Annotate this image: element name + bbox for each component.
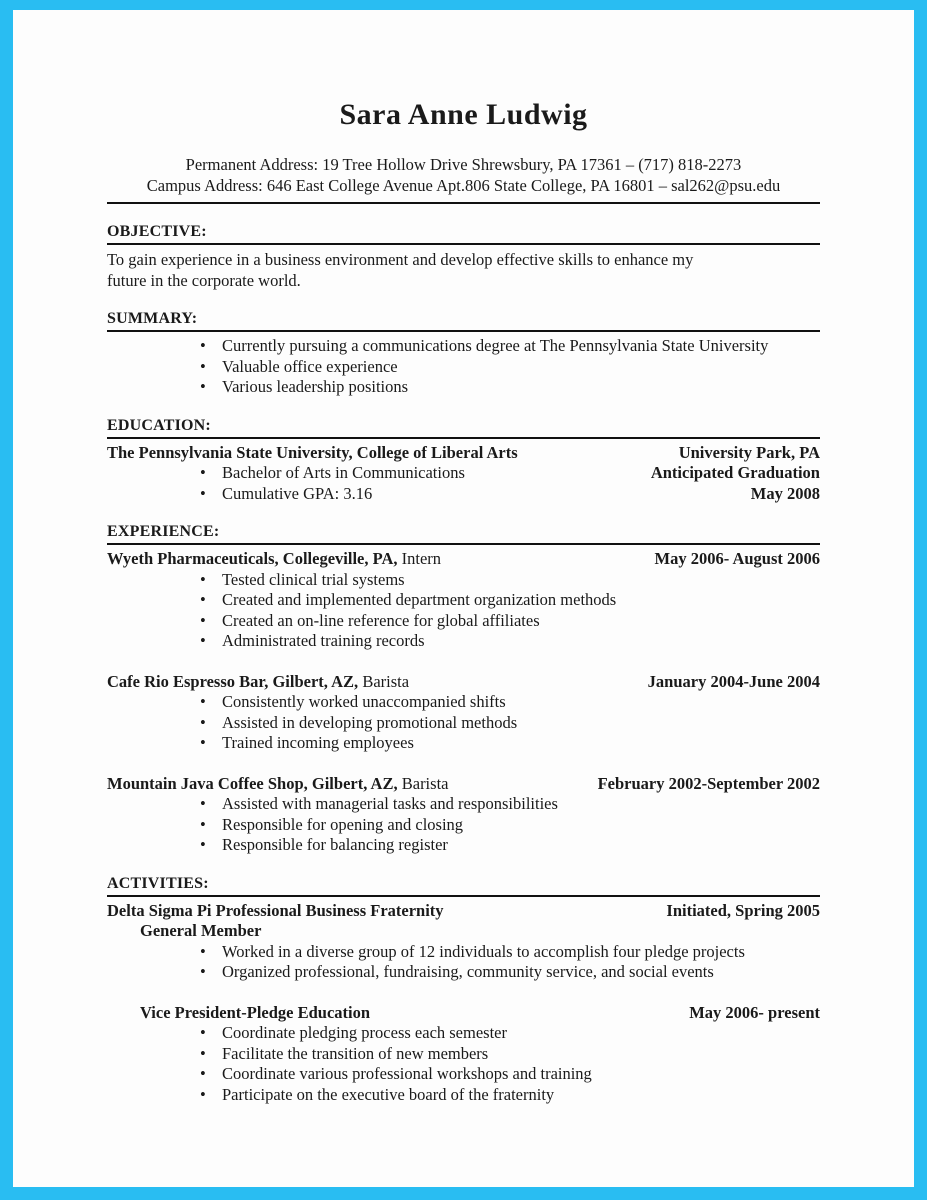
list-item	[200, 484, 751, 505]
list-item-text: • Valuable office experience	[222, 356, 398, 376]
list-item-text: • Participate on the executive board of the fraternity	[222, 1084, 555, 1104]
graduation-date: May 2008	[750, 483, 820, 503]
campus-address: Campus Address: 646 East College Avenue Apt.806 State College, PA 16801 – sal262@psu.edu	[146, 176, 781, 195]
list-item	[200, 835, 820, 856]
list-item-text: • Consistently worked unaccompanied shifts	[222, 692, 506, 711]
activity-role	[107, 921, 820, 983]
activities-heading: ACTIVITIES:	[107, 875, 820, 897]
list-item	[200, 962, 820, 983]
list-item-text: • Tested clinical trial systems	[222, 569, 405, 589]
list-item-text: • Responsible for opening and closing	[222, 814, 464, 834]
list-item	[200, 733, 820, 754]
list-item-text: • Assisted in developing promotional methods	[222, 712, 518, 732]
list-item-text: • Created an on-line reference for global affiliates	[222, 610, 540, 630]
section-activities	[107, 875, 820, 1106]
job-entry	[107, 672, 820, 754]
list-item-text: • Responsible for balancing register	[222, 835, 448, 854]
experience-heading: EXPERIENCE:	[107, 523, 820, 545]
education-heading: EDUCATION:	[107, 417, 820, 439]
list-item	[200, 713, 820, 734]
role-header	[107, 1003, 820, 1024]
role-header	[107, 921, 820, 942]
list-item	[200, 631, 820, 652]
job-role: Barista	[401, 773, 449, 793]
job-entry	[107, 774, 820, 856]
list-item	[200, 570, 820, 591]
list-item	[200, 1085, 820, 1106]
job-header	[107, 672, 820, 693]
job-entry	[107, 549, 820, 652]
candidate-name: Sara Anne Ludwig	[339, 98, 588, 131]
list-item-text: • Trained incoming employees	[222, 733, 414, 752]
list-item	[200, 1023, 820, 1044]
company-name: Wyeth Pharmaceuticals, Collegeville, PA,	[107, 549, 398, 568]
job-title	[107, 549, 655, 570]
list-item	[200, 794, 820, 815]
objective-heading: OBJECTIVE:	[107, 223, 820, 245]
list-item-text: • Coordinate various professional workshops and training	[222, 1064, 592, 1083]
role-title: Vice President-Pledge Education	[140, 1002, 371, 1022]
company-name: Cafe Rio Espresso Bar, Gilbert, AZ,	[107, 671, 359, 691]
organization-dates: Initiated, Spring 2005	[666, 900, 820, 920]
job-dates: May 2006- August 2006	[654, 549, 820, 568]
job-dates: February 2002-September 2002	[597, 773, 820, 793]
list-item-text: • Organized professional, fundraising, community service, and social events	[222, 962, 714, 981]
job-title	[107, 774, 598, 795]
job-header	[107, 549, 820, 570]
list-item-text: • Cumulative GPA: 3.16	[222, 483, 373, 503]
list-item	[200, 463, 651, 484]
list-item-text: • Worked in a diverse group of 12 individuals to accomplish four pledge projects	[222, 941, 745, 961]
header-divider	[107, 202, 820, 204]
list-item	[200, 1064, 820, 1085]
objective-text: To gain experience in a business environment and develop effective skills to enhance my future in the corporate world.	[107, 250, 694, 290]
education-row	[107, 484, 820, 505]
list-item-text: • Bachelor of Arts in Communications	[222, 463, 465, 482]
list-item-text: • Various leadership positions	[222, 377, 409, 396]
section-education	[107, 417, 820, 505]
list-item-text: • Created and implemented department organization methods	[222, 590, 617, 609]
job-title	[107, 672, 648, 693]
job-role: Barista	[362, 671, 410, 691]
list-item	[200, 590, 820, 611]
resume-page	[13, 10, 914, 1187]
organization-name: Delta Sigma Pi Professional Business Fraternity	[107, 900, 444, 920]
list-item-text: • Coordinate pledging process each semester	[222, 1023, 507, 1042]
list-item	[200, 942, 820, 963]
list-item-text: • Currently pursuing a communications degree at The Pennsylvania State University	[222, 336, 769, 355]
list-item	[200, 611, 820, 632]
list-item	[200, 377, 820, 398]
education-row	[107, 463, 820, 484]
institution-location: University Park, PA	[678, 442, 820, 462]
list-item-text: • Administrated training records	[222, 631, 425, 650]
permanent-address: Permanent Address: 19 Tree Hollow Drive Shrewsbury, PA 17361 – (717) 818-2273	[185, 155, 742, 174]
activity-role	[107, 1003, 820, 1106]
list-item	[200, 357, 820, 378]
list-item-text: • Assisted with managerial tasks and responsibilities	[222, 794, 558, 813]
job-header	[107, 774, 820, 795]
role-title: General Member	[140, 921, 262, 940]
education-entry-header	[107, 443, 820, 464]
company-name: Mountain Java Coffee Shop, Gilbert, AZ,	[107, 773, 398, 793]
list-item-text: • Facilitate the transition of new members	[222, 1043, 489, 1063]
section-summary	[107, 310, 820, 398]
summary-heading: SUMMARY:	[107, 310, 820, 332]
address-block	[107, 154, 820, 196]
graduation-label: Anticipated Graduation	[650, 463, 820, 482]
organization-header	[107, 901, 820, 922]
job-role: Intern	[401, 549, 442, 568]
job-dates: January 2004-June 2004	[647, 671, 820, 691]
list-item	[200, 336, 820, 357]
role-dates: May 2006- present	[689, 1002, 820, 1022]
institution-name: The Pennsylvania State University, College of Liberal Arts	[107, 442, 518, 462]
section-objective	[107, 223, 820, 291]
list-item	[200, 692, 820, 713]
list-item	[200, 1044, 820, 1065]
list-item	[200, 815, 820, 836]
section-experience	[107, 523, 820, 856]
